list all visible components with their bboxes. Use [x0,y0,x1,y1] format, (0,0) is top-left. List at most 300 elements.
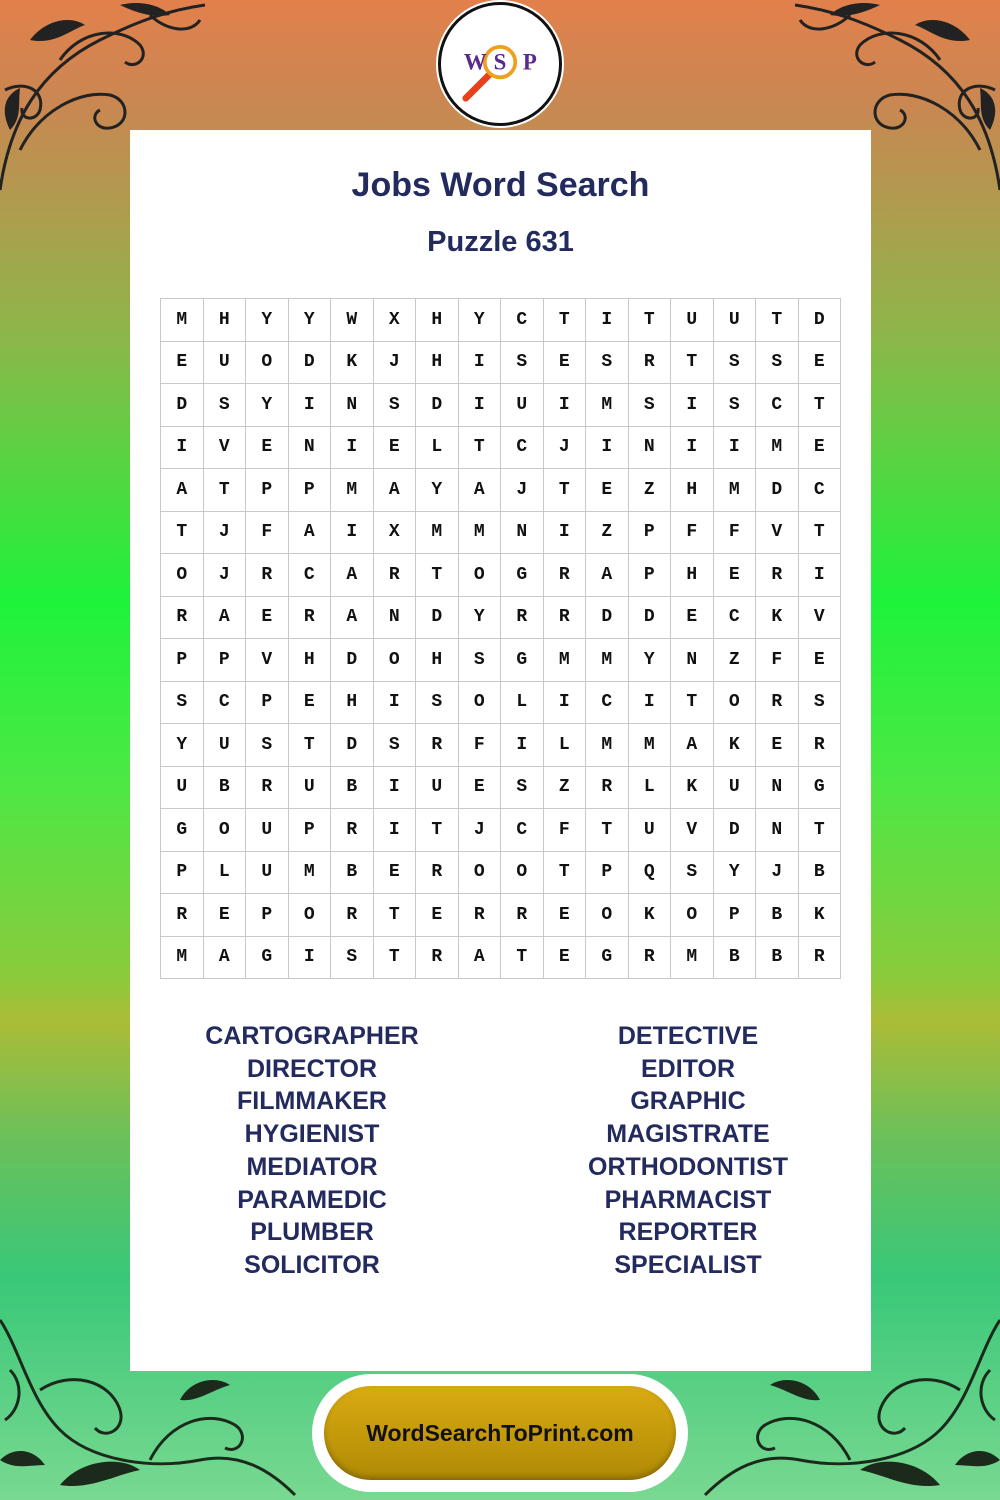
grid-cell[interactable]: H [203,299,246,342]
grid-cell[interactable]: T [416,554,459,597]
grid-cell[interactable]: R [628,341,671,384]
grid-cell[interactable]: A [671,724,714,767]
grid-row [161,511,841,554]
grid-cell[interactable]: T [543,851,586,894]
grid-cell[interactable]: I [373,809,416,852]
grid-cell[interactable]: E [373,851,416,894]
grid-cell[interactable]: Z [543,766,586,809]
grid-cell[interactable]: S [161,681,204,724]
grid-cell[interactable]: F [671,511,714,554]
grid-cell[interactable]: E [543,936,586,979]
grid-cell[interactable]: D [628,596,671,639]
grid-cell[interactable]: B [331,766,374,809]
grid-cell[interactable]: M [288,851,331,894]
grid-cell[interactable]: Y [246,299,289,342]
grid-cell[interactable]: E [373,426,416,469]
grid-cell[interactable]: O [713,681,756,724]
grid-row [161,469,841,512]
grid-cell[interactable]: R [331,809,374,852]
grid-cell[interactable]: T [501,936,544,979]
grid-cell[interactable]: E [246,426,289,469]
grid-cell[interactable]: E [671,596,714,639]
letter-grid [160,298,841,979]
grid-cell[interactable]: K [331,341,374,384]
grid-cell[interactable]: S [798,681,841,724]
grid-cell[interactable]: O [458,554,501,597]
word-list-item: HYGIENIST [244,1120,380,1149]
grid-cell[interactable]: V [203,426,246,469]
grid-cell[interactable]: P [288,469,331,512]
grid-cell[interactable]: F [458,724,501,767]
grid-cell[interactable]: O [161,554,204,597]
grid-cell[interactable]: R [543,596,586,639]
word-list-item: DIRECTOR [246,1054,378,1083]
grid-cell[interactable]: Y [246,384,289,427]
grid-cell[interactable]: S [203,384,246,427]
grid-cell[interactable]: I [458,341,501,384]
grid-cell[interactable]: O [501,851,544,894]
grid-cell[interactable]: J [203,511,246,554]
grid-cell[interactable]: I [331,511,374,554]
grid-cell[interactable]: M [458,511,501,554]
grid-cell[interactable]: X [373,299,416,342]
word-list-item: SPECIALIST [614,1250,762,1279]
grid-cell[interactable]: B [203,766,246,809]
grid-cell[interactable]: F [713,511,756,554]
grid-cell[interactable]: S [501,341,544,384]
word-list-item: PARAMEDIC [237,1185,387,1214]
grid-cell[interactable]: V [246,639,289,682]
grid-cell[interactable]: F [543,809,586,852]
grid-cell[interactable]: P [713,894,756,937]
grid-cell[interactable]: I [288,936,331,979]
grid-cell[interactable]: Y [628,639,671,682]
grid-cell[interactable]: K [628,894,671,937]
grid-cell[interactable]: Y [288,299,331,342]
grid-cell[interactable]: D [416,384,459,427]
grid-cell[interactable]: M [586,724,629,767]
grid-cell[interactable]: E [203,894,246,937]
grid-cell[interactable]: P [586,851,629,894]
grid-cell[interactable]: R [586,766,629,809]
grid-cell[interactable]: G [501,639,544,682]
grid-cell[interactable]: N [373,596,416,639]
grid-cell[interactable]: U [713,299,756,342]
grid-cell[interactable]: U [713,766,756,809]
grid-cell[interactable]: S [713,341,756,384]
grid-cell[interactable]: T [628,299,671,342]
grid-cell[interactable]: A [586,554,629,597]
grid-cell[interactable]: S [671,851,714,894]
grid-cell[interactable]: M [586,639,629,682]
grid-cell[interactable]: I [501,724,544,767]
grid-cell[interactable]: T [543,299,586,342]
grid-cell[interactable]: B [331,851,374,894]
grid-cell[interactable]: U [246,809,289,852]
grid-cell[interactable]: P [628,554,671,597]
grid-cell[interactable]: G [586,936,629,979]
grid-cell[interactable]: N [288,426,331,469]
grid-cell[interactable]: H [331,681,374,724]
grid-row [161,341,841,384]
puzzle-card [130,130,871,1371]
grid-cell[interactable]: U [203,724,246,767]
grid-cell[interactable]: T [416,809,459,852]
grid-cell[interactable]: J [458,809,501,852]
grid-cell[interactable]: H [416,639,459,682]
grid-cell[interactable]: I [543,681,586,724]
grid-cell[interactable]: Y [713,851,756,894]
grid-cell[interactable]: Z [713,639,756,682]
grid-cell[interactable]: P [246,681,289,724]
grid-cell[interactable]: I [458,384,501,427]
grid-cell[interactable]: E [161,341,204,384]
word-list-item: SOLICITOR [244,1250,380,1279]
grid-cell[interactable]: I [288,384,331,427]
grid-cell[interactable]: O [671,894,714,937]
grid-cell[interactable]: R [416,851,459,894]
grid-row [161,554,841,597]
grid-cell[interactable]: Y [416,469,459,512]
grid-cell[interactable]: T [288,724,331,767]
grid-cell[interactable]: S [628,384,671,427]
logo-letter-p: P [522,49,537,75]
grid-cell[interactable]: F [246,511,289,554]
grid-cell[interactable]: D [416,596,459,639]
grid-row [161,936,841,979]
grid-cell[interactable]: K [713,724,756,767]
grid-cell[interactable]: M [331,469,374,512]
grid-row [161,809,841,852]
grid-cell[interactable]: N [671,639,714,682]
grid-cell[interactable]: R [246,766,289,809]
grid-cell[interactable]: U [246,851,289,894]
grid-cell[interactable]: X [373,511,416,554]
grid-cell[interactable]: A [331,554,374,597]
word-list-item: DETECTIVE [617,1022,759,1050]
grid-cell[interactable]: R [756,554,799,597]
grid-cell[interactable]: T [373,936,416,979]
grid-cell[interactable]: H [671,469,714,512]
grid-cell[interactable]: S [416,681,459,724]
grid-cell[interactable]: E [713,554,756,597]
grid-cell[interactable]: C [501,809,544,852]
magnifier-logo-icon [441,5,559,123]
word-list-item: GRAPHIC [630,1087,746,1116]
grid-cell[interactable]: R [331,894,374,937]
grid-cell[interactable]: D [798,299,841,342]
grid-cell[interactable]: B [713,936,756,979]
word-list-item: PLUMBER [250,1218,374,1247]
grid-cell[interactable]: I [586,299,629,342]
grid-cell[interactable]: S [373,724,416,767]
grid-cell[interactable]: A [458,469,501,512]
grid-cell[interactable]: N [756,809,799,852]
grid-cell[interactable]: T [671,341,714,384]
grid-cell[interactable]: M [756,426,799,469]
grid-cell[interactable]: H [288,639,331,682]
grid-cell[interactable]: J [373,341,416,384]
logo-letter-s: S [493,49,507,75]
grid-row [161,894,841,937]
grid-cell[interactable]: W [331,299,374,342]
grid-cell[interactable]: A [161,469,204,512]
grid-cell[interactable]: R [628,936,671,979]
grid-cell[interactable]: P [246,469,289,512]
word-list-item: ORTHODONTIST [588,1152,788,1181]
grid-cell[interactable]: R [501,894,544,937]
grid-cell[interactable]: U [501,384,544,427]
grid-row [161,724,841,767]
grid-cell[interactable]: T [756,299,799,342]
grid-cell[interactable]: P [161,639,204,682]
grid-cell[interactable]: H [671,554,714,597]
grid-cell[interactable]: I [161,426,204,469]
grid-cell[interactable]: R [798,936,841,979]
grid-cell[interactable]: I [798,554,841,597]
grid-cell[interactable]: R [246,554,289,597]
grid-cell[interactable]: N [501,511,544,554]
grid-cell[interactable]: C [713,596,756,639]
grid-cell[interactable]: G [798,766,841,809]
grid-cell[interactable]: S [756,341,799,384]
grid-cell[interactable]: G [161,809,204,852]
grid-cell[interactable]: R [543,554,586,597]
grid-row [161,851,841,894]
grid-cell[interactable]: R [501,596,544,639]
grid-cell[interactable]: R [458,894,501,937]
grid-cell[interactable]: T [543,469,586,512]
word-list-item: CARTOGRAPHER [205,1022,419,1050]
grid-cell[interactable]: S [713,384,756,427]
grid-cell[interactable]: T [203,469,246,512]
grid-cell[interactable]: S [458,639,501,682]
grid-cell[interactable]: L [501,681,544,724]
site-name: WordSearchToPrint.com [366,1419,634,1446]
word-list-right [538,1020,838,1282]
grid-cell[interactable]: M [628,724,671,767]
grid-cell[interactable]: C [798,469,841,512]
word-list-item: PHARMACIST [604,1185,772,1214]
grid-cell[interactable]: T [798,384,841,427]
grid-cell[interactable]: K [756,596,799,639]
grid-cell[interactable]: C [586,681,629,724]
grid-cell[interactable]: R [373,554,416,597]
grid-cell[interactable]: E [586,469,629,512]
grid-cell[interactable]: O [458,681,501,724]
grid-cell[interactable]: M [161,299,204,342]
grid-cell[interactable]: P [246,894,289,937]
grid-cell[interactable]: F [756,639,799,682]
grid-cell[interactable]: K [671,766,714,809]
grid-cell[interactable]: R [161,596,204,639]
grid-cell[interactable]: B [756,894,799,937]
grid-cell[interactable]: E [458,766,501,809]
grid-cell[interactable]: Z [628,469,671,512]
grid-cell[interactable]: O [458,851,501,894]
grid-cell[interactable]: H [416,299,459,342]
grid-cell[interactable]: S [586,341,629,384]
grid-cell[interactable]: T [161,511,204,554]
grid-cell[interactable]: O [586,894,629,937]
grid-cell[interactable]: R [161,894,204,937]
grid-cell[interactable]: P [161,851,204,894]
page-title: Jobs Word Search [351,166,650,204]
grid-row [161,299,841,342]
grid-cell[interactable]: A [458,936,501,979]
grid-cell[interactable]: V [756,511,799,554]
grid-cell[interactable]: E [798,639,841,682]
grid-cell[interactable]: D [161,384,204,427]
grid-cell[interactable]: M [161,936,204,979]
grid-row [161,681,841,724]
grid-cell[interactable]: E [416,894,459,937]
word-list-item: REPORTER [618,1218,758,1247]
grid-cell[interactable]: D [586,596,629,639]
grid-cell[interactable]: V [671,809,714,852]
grid-cell[interactable]: U [671,299,714,342]
grid-cell[interactable]: J [756,851,799,894]
grid-cell[interactable]: B [798,851,841,894]
grid-cell[interactable]: L [628,766,671,809]
grid-cell[interactable]: C [501,299,544,342]
grid-cell[interactable]: T [458,426,501,469]
grid-cell[interactable]: J [203,554,246,597]
grid-cell[interactable]: U [628,809,671,852]
grid-row [161,766,841,809]
grid-cell[interactable]: T [586,809,629,852]
grid-cell[interactable]: L [416,426,459,469]
grid-cell[interactable]: A [373,469,416,512]
grid-cell[interactable]: O [373,639,416,682]
word-list-item: FILMMAKER [237,1087,387,1116]
grid-cell[interactable]: O [246,341,289,384]
grid-cell[interactable]: L [203,851,246,894]
grid-cell[interactable]: O [288,894,331,937]
grid-cell[interactable]: U [203,341,246,384]
grid-cell[interactable]: C [288,554,331,597]
grid-cell[interactable]: R [756,681,799,724]
grid-cell[interactable]: D [713,809,756,852]
grid-cell[interactable]: P [628,511,671,554]
grid-cell[interactable]: B [756,936,799,979]
grid-cell[interactable]: I [373,681,416,724]
grid-cell[interactable]: A [331,596,374,639]
grid-cell[interactable]: T [798,511,841,554]
grid-cell[interactable]: V [798,596,841,639]
wsp-logo[interactable] [438,2,562,126]
grid-cell[interactable]: D [331,724,374,767]
grid-cell[interactable]: U [161,766,204,809]
grid-cell[interactable]: T [373,894,416,937]
grid-row [161,639,841,682]
grid-cell[interactable]: E [246,596,289,639]
grid-cell[interactable]: U [288,766,331,809]
grid-cell[interactable]: Z [586,511,629,554]
grid-cell[interactable]: R [416,936,459,979]
grid-cell[interactable]: N [756,766,799,809]
grid-cell[interactable]: A [288,511,331,554]
grid-cell[interactable]: S [373,384,416,427]
grid-cell[interactable]: E [756,724,799,767]
grid-cell[interactable]: E [798,426,841,469]
footer-badge [312,1374,688,1492]
grid-cell[interactable]: H [416,341,459,384]
grid-cell[interactable]: I [331,426,374,469]
grid-cell[interactable]: G [246,936,289,979]
word-list-item: MEDIATOR [246,1152,378,1181]
grid-cell[interactable]: C [203,681,246,724]
grid-cell[interactable]: E [798,341,841,384]
grid-cell[interactable]: I [671,426,714,469]
grid-cell[interactable]: T [671,681,714,724]
grid-cell[interactable]: J [501,469,544,512]
grid-cell[interactable]: I [713,426,756,469]
grid-cell[interactable]: N [628,426,671,469]
grid-cell[interactable]: M [671,936,714,979]
grid-cell[interactable]: L [543,724,586,767]
grid-cell[interactable]: U [416,766,459,809]
grid-cell[interactable]: A [203,936,246,979]
grid-cell[interactable]: R [288,596,331,639]
grid-cell[interactable]: I [543,384,586,427]
grid-row [161,426,841,469]
grid-cell[interactable]: C [756,384,799,427]
logo-letter-w: W [463,49,487,75]
grid-cell[interactable]: I [586,426,629,469]
grid-cell[interactable]: N [331,384,374,427]
grid-cell[interactable]: Q [628,851,671,894]
grid-cell[interactable]: I [373,766,416,809]
grid-cell[interactable]: Y [161,724,204,767]
grid-cell[interactable]: G [501,554,544,597]
grid-cell[interactable]: Y [458,596,501,639]
grid-cell[interactable]: D [756,469,799,512]
grid-cell[interactable]: E [288,681,331,724]
grid-cell[interactable]: R [798,724,841,767]
grid-cell[interactable]: M [416,511,459,554]
grid-cell[interactable]: M [713,469,756,512]
grid-cell[interactable]: O [203,809,246,852]
puzzle-number: Puzzle 631 [427,226,574,258]
grid-cell[interactable]: C [501,426,544,469]
grid-cell[interactable]: S [246,724,289,767]
grid-cell[interactable]: I [543,511,586,554]
word-list-item: MAGISTRATE [606,1120,770,1149]
grid-cell[interactable]: P [288,809,331,852]
grid-row [161,384,841,427]
grid-cell[interactable]: S [331,936,374,979]
grid-cell[interactable]: K [798,894,841,937]
grid-cell[interactable]: E [543,341,586,384]
grid-cell[interactable]: E [543,894,586,937]
grid-cell[interactable]: D [331,639,374,682]
grid-cell[interactable]: Y [458,299,501,342]
grid-cell[interactable]: J [543,426,586,469]
grid-cell[interactable]: M [543,639,586,682]
grid-cell[interactable]: R [416,724,459,767]
grid-cell[interactable]: A [203,596,246,639]
grid-cell[interactable]: T [798,809,841,852]
grid-cell[interactable]: I [628,681,671,724]
site-link[interactable] [324,1386,676,1480]
grid-cell[interactable]: D [288,341,331,384]
grid-cell[interactable]: P [203,639,246,682]
grid-cell[interactable]: S [501,766,544,809]
grid-cell[interactable]: M [586,384,629,427]
grid-cell[interactable]: I [671,384,714,427]
word-list-item: EDITOR [641,1054,735,1083]
